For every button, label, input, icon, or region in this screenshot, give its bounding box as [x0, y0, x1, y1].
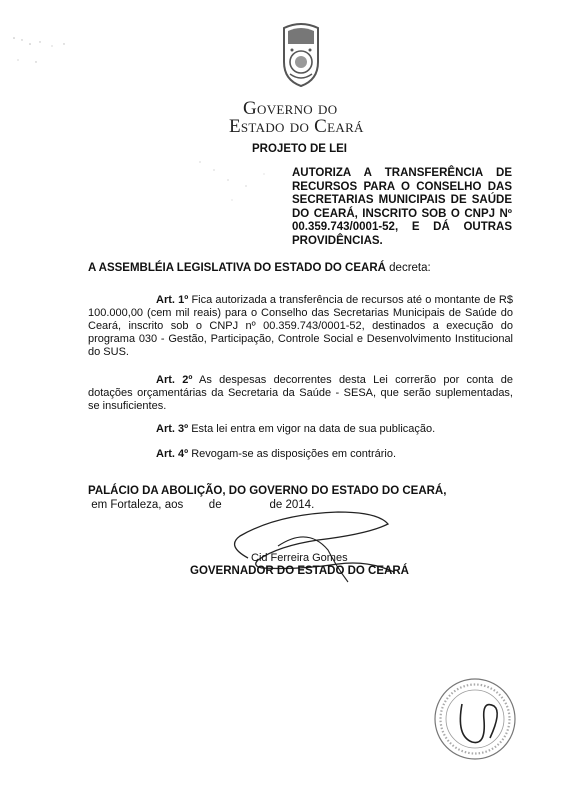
article-2	[88, 374, 513, 413]
article-3-label: Art. 3º	[156, 423, 189, 435]
article-1-text: Fica autorizada a transferência de recursos até o montante de R$ 100.000,00 (cem mil reais) para o Conselho das Secretarias Municipais de Saúde do Ceará, inscrito sob o CNPJ nº 00.359.743/0001-52, destinados a execução do programa 030 - Gestão, Participação, Controle Social e Desenvolvimento Institucional do SUS.	[88, 294, 513, 358]
bill-summary: AUTORIZA A TRANSFERÊNCIA DE RECURSOS PARA O CONSELHO DAS SECRETARIAS MUNICIPAIS DE SAÚDE DO CEARÁ, INSCRITO SOB O CNPJ Nº 00.359.743/0001-52, E DÁ OUTRAS PROVIDÊNCIAS.	[292, 167, 512, 247]
closing-date: em Fortaleza, aos de de 2014.	[88, 498, 315, 511]
enacting-clause-verb: decreta:	[385, 262, 431, 274]
signer-name: Cid Ferreira Gomes	[251, 552, 348, 564]
article-4	[88, 448, 513, 461]
document-type-heading: PROJETO DE LEI	[252, 143, 348, 155]
government-logo-line-2: Estado do Ceará	[229, 116, 364, 137]
article-4-text: Revogam-se as disposições em contrário.	[188, 448, 397, 460]
article-4-label: Art. 4º	[156, 448, 189, 460]
closing-place: PALÁCIO DA ABOLIÇÃO, DO GOVERNO DO ESTADO DO CEARÁ,	[88, 485, 447, 497]
enacting-clause	[88, 262, 431, 274]
article-1-label: Art. 1º	[156, 294, 189, 306]
enacting-clause-body: A ASSEMBLÉIA LEGISLATIVA DO ESTADO DO CEARÁ	[88, 262, 386, 274]
signer-title: GOVERNADOR DO ESTADO DO CEARÁ	[190, 565, 409, 577]
article-1	[88, 294, 513, 359]
state-coat-of-arms-emblem	[276, 22, 326, 88]
article-2-text: As despesas decorrentes desta Lei correrão por conta de dotações orçamentárias da Secretaria da Saúde - SESA, que serão suplementadas, se insuficientes.	[88, 374, 513, 412]
article-3-text: Esta lei entra em vigor na data de sua publicação.	[188, 423, 436, 435]
protocol-stamp	[432, 676, 518, 762]
article-2-label: Art. 2º	[156, 374, 193, 386]
article-3	[88, 423, 513, 436]
government-logo-line-1: Governo do	[243, 98, 338, 119]
